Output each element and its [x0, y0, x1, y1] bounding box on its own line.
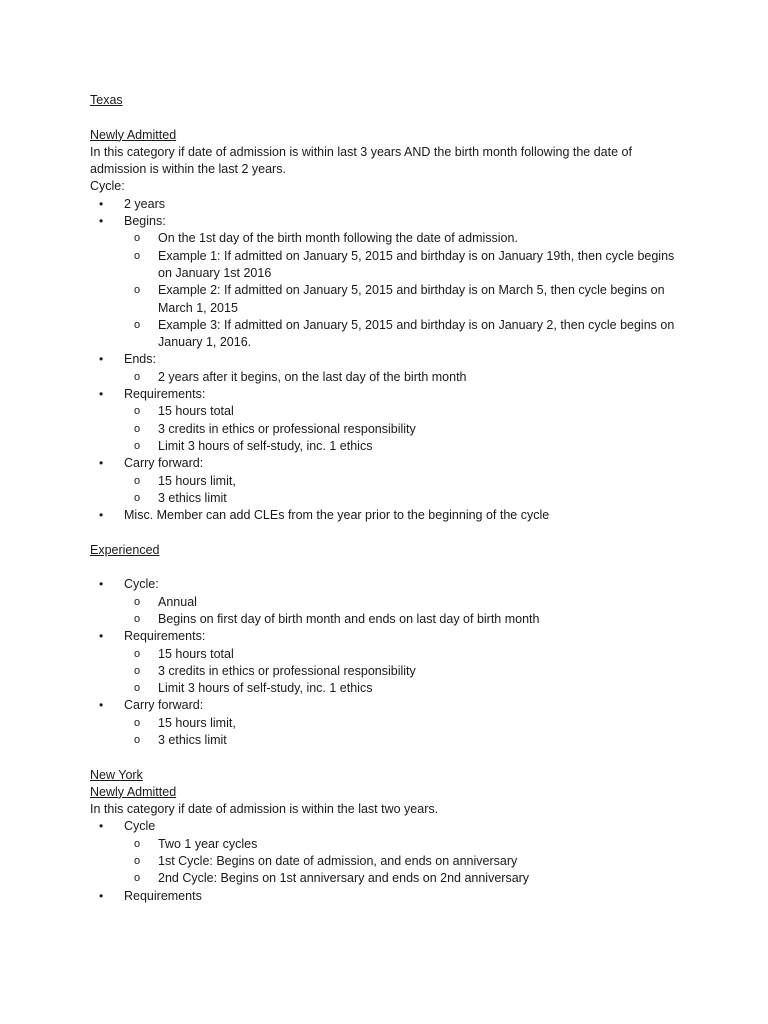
- circle-bullet-icon: o: [134, 647, 141, 660]
- sub-list-item: [90, 715, 690, 732]
- list-item: [90, 888, 690, 905]
- list-item-text: Ends:: [124, 352, 156, 367]
- circle-bullet-icon: o: [134, 284, 141, 297]
- circle-bullet-icon: o: [134, 855, 141, 868]
- bullet-icon: •: [99, 888, 104, 903]
- sub-list-item: [90, 594, 690, 611]
- subheading-texas-experienced: Experienced: [90, 542, 160, 557]
- sub-list-item-text: 2nd Cycle: Begins on 1st anniversary and ends on 2nd anniversary: [158, 871, 530, 886]
- circle-bullet-icon: o: [134, 232, 141, 245]
- list-item: [90, 818, 690, 835]
- sub-list-item: [90, 611, 690, 628]
- subheading-new-york-newly-admitted: Newly Admitted: [90, 784, 177, 799]
- sub-list-item-text: Example 3: If admitted on January 5, 2015 and birthday is on January 2, then cycle begins on January 1, 2016.: [158, 317, 675, 350]
- list-item-text: Carry forward:: [124, 698, 204, 713]
- list-item-text: Requirements:: [124, 629, 206, 644]
- sub-list-item: [90, 421, 690, 438]
- sub-list-item: [90, 680, 690, 697]
- list-item: [90, 213, 690, 230]
- circle-bullet-icon: o: [134, 491, 141, 504]
- circle-bullet-icon: o: [134, 837, 141, 850]
- sub-list-item-text: 3 credits in ethics or professional responsibility: [158, 421, 416, 436]
- spacer: [90, 559, 690, 576]
- sub-list-item: [90, 248, 690, 283]
- sub-list-item-text: Annual: [158, 594, 197, 609]
- list-item-text: Cycle:: [124, 577, 159, 592]
- list-item: [90, 351, 690, 368]
- list-item: [90, 196, 690, 213]
- list-item-text: Begins:: [124, 214, 166, 229]
- circle-bullet-icon: o: [134, 422, 141, 435]
- sub-list-item-text: Limit 3 hours of self-study, inc. 1 ethics: [158, 438, 373, 453]
- sub-list-item-text: 1st Cycle: Begins on date of admission, and ends on anniversary: [158, 854, 518, 869]
- sub-list-item-text: 3 credits in ethics or professional responsibility: [158, 663, 416, 678]
- circle-bullet-icon: o: [134, 664, 141, 677]
- sub-list-item-text: Two 1 year cycles: [158, 836, 258, 851]
- sub-list-item-text: Example 1: If admitted on January 5, 2015 and birthday is on January 19th, then cycle begins on January 1st 2016: [158, 248, 675, 280]
- sub-list-item: [90, 403, 690, 420]
- list-item: [90, 507, 690, 524]
- spacer: [90, 749, 690, 766]
- sub-list-item-text: 15 hours limit,: [158, 473, 236, 488]
- sub-list-item-text: 2 years after it begins, on the last day of the birth month: [158, 369, 467, 384]
- sub-list-item-text: 15 hours limit,: [158, 715, 236, 730]
- list-item-text: Requirements: [124, 888, 202, 903]
- bullet-icon: •: [99, 456, 104, 471]
- bullet-icon: •: [99, 577, 104, 592]
- list-item-text: Carry forward:: [124, 456, 204, 471]
- spacer: [90, 109, 690, 126]
- texas-cycle-label: Cycle:: [90, 179, 125, 194]
- sub-list-item-text: 3 ethics limit: [158, 732, 227, 747]
- circle-bullet-icon: o: [134, 249, 141, 262]
- sub-list-item-text: On the 1st day of the birth month following the date of admission.: [158, 231, 518, 246]
- texas-experienced-list: [90, 576, 690, 749]
- sub-list-item-text: 15 hours total: [158, 646, 234, 661]
- circle-bullet-icon: o: [134, 474, 141, 487]
- list-item: [90, 576, 690, 593]
- texas-newly-admitted-list: [90, 196, 690, 525]
- document-page: [90, 92, 690, 905]
- list-item: [90, 455, 690, 472]
- circle-bullet-icon: o: [134, 595, 141, 608]
- sub-list-item: [90, 646, 690, 663]
- sub-list-item: [90, 663, 690, 680]
- circle-bullet-icon: o: [134, 872, 141, 885]
- sub-list-item: [90, 317, 690, 352]
- sub-list-item-text: Begins on first day of birth month and ends on last day of birth month: [158, 611, 540, 626]
- list-item-text: Requirements:: [124, 387, 206, 402]
- new-york-newly-admitted-list: [90, 818, 690, 904]
- section-title-new-york: New York: [90, 767, 143, 782]
- sub-list-item: [90, 836, 690, 853]
- sub-list-item-text: 15 hours total: [158, 404, 234, 419]
- circle-bullet-icon: o: [134, 716, 141, 729]
- circle-bullet-icon: o: [134, 612, 141, 625]
- sub-list-item-text: Limit 3 hours of self-study, inc. 1 ethics: [158, 681, 373, 696]
- bullet-icon: •: [99, 196, 104, 211]
- circle-bullet-icon: o: [134, 405, 141, 418]
- subheading-texas-newly-admitted: Newly Admitted: [90, 127, 177, 142]
- sub-list-item: [90, 732, 690, 749]
- circle-bullet-icon: o: [134, 439, 141, 452]
- bullet-icon: •: [99, 698, 104, 713]
- sub-list-item: [90, 870, 690, 887]
- list-item: [90, 386, 690, 403]
- circle-bullet-icon: o: [134, 318, 141, 331]
- sub-list-item: [90, 282, 690, 317]
- list-item: [90, 628, 690, 645]
- circle-bullet-icon: o: [134, 733, 141, 746]
- bullet-icon: •: [99, 629, 104, 644]
- list-item: [90, 697, 690, 714]
- new-york-newly-admitted-intro: In this category if date of admission is within the last two years.: [90, 802, 439, 817]
- list-item-text: 2 years: [124, 196, 165, 211]
- bullet-icon: •: [99, 214, 104, 229]
- sub-list-item: [90, 369, 690, 386]
- bullet-icon: •: [99, 819, 104, 834]
- sub-list-item: [90, 438, 690, 455]
- sub-list-item: [90, 473, 690, 490]
- bullet-icon: •: [99, 352, 104, 367]
- bullet-icon: •: [99, 508, 104, 523]
- texas-newly-admitted-intro: In this category if date of admission is within last 3 years AND the birth month following the date of admission is within the last 2 years.: [90, 144, 632, 177]
- circle-bullet-icon: o: [134, 682, 141, 695]
- bullet-icon: •: [99, 387, 104, 402]
- list-item-text: Misc. Member can add CLEs from the year prior to the beginning of the cycle: [124, 508, 550, 523]
- section-title-texas: Texas: [90, 93, 123, 107]
- sub-list-item: [90, 230, 690, 247]
- circle-bullet-icon: o: [134, 370, 141, 383]
- list-item-text: Cycle: [124, 819, 156, 834]
- spacer: [90, 524, 690, 541]
- sub-list-item-text: Example 2: If admitted on January 5, 2015 and birthday is on March 5, then cycle begins on March 1, 2015: [158, 283, 665, 315]
- sub-list-item: [90, 853, 690, 870]
- sub-list-item: [90, 490, 690, 507]
- sub-list-item-text: 3 ethics limit: [158, 490, 227, 505]
